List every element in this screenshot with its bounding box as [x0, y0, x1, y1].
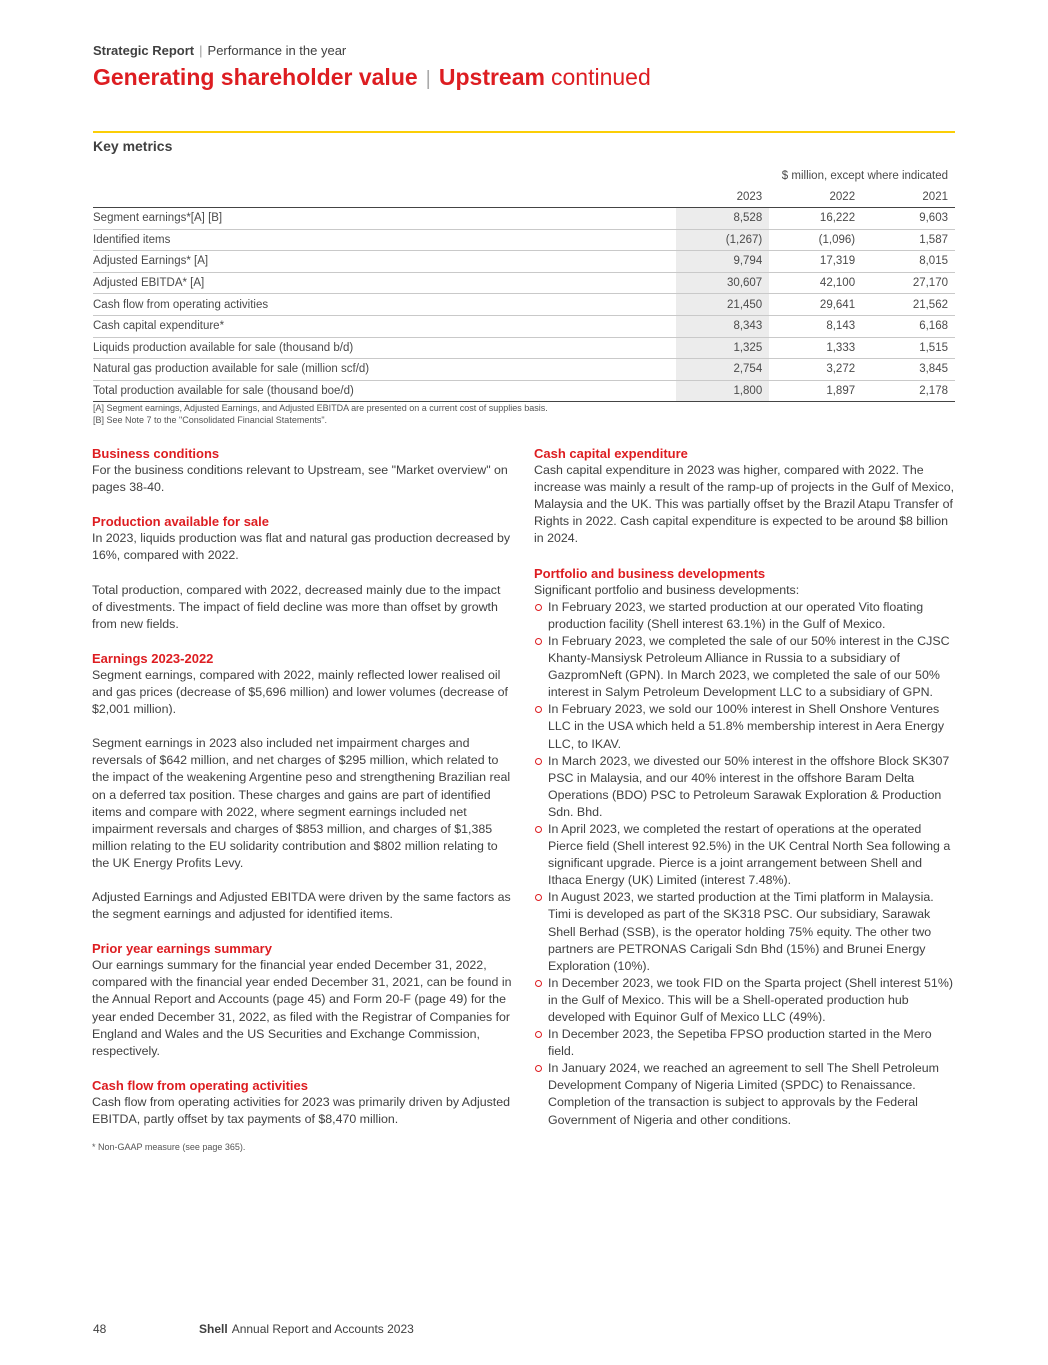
- cell-2023: 30,607: [676, 272, 769, 294]
- bullet-icon: [535, 826, 542, 833]
- right-column: [534, 445, 959, 1129]
- earnings-paragraph-2: Segment earnings in 2023 also included net impairment charges and reversals of $642 million, and net charges of $295 million, which related to the impact of the weakening Argentine peso and strengthening Brazilian real on a deferred tax position. These charges and gains are part of identified items and compare with 2022, where segment earnings included net impairment reversals and charges of $853 million, and charges of $1,385 million relating to the EU solidarity contribution and $802 million relating to the UK Energy Profits Levy.: [92, 736, 511, 870]
- cell-2021: 9,603: [862, 208, 955, 230]
- cell-2021: 3,845: [862, 359, 955, 381]
- table-note-b: [B] See Note 7 to the "Consolidated Financial Statements".: [93, 414, 328, 425]
- earnings-paragraph-1: Segment earnings, compared with 2022, mainly reflected lower realised oil and gas prices (decrease of $5,696 million) and lower volumes (decrease of $2,001 million).: [92, 667, 508, 717]
- prior-year-heading: Prior year earnings summary: [92, 941, 272, 957]
- footer-publication: [199, 1322, 414, 1336]
- page-number: 48: [93, 1322, 107, 1336]
- list-item: In February 2023, we started production at our operated Vito floating production facility (Shell interest 63.1%) in the Gulf of Mexico.: [534, 599, 959, 633]
- list-item: In April 2023, we completed the restart of operations at the operated Pierce field (Shell interest 92.5%) in the UK Central North Sea following a significant upgrade. Pierce is a joint arrangement between Shell and Ithaca Energy (UK) Limited (interest 7.48%).: [534, 821, 959, 889]
- page-title-suffix: continued: [550, 64, 651, 90]
- bullet-icon: [535, 758, 542, 765]
- cell-2023: 8,343: [676, 315, 769, 337]
- table-row: [93, 337, 955, 359]
- bullet-icon: [535, 706, 542, 713]
- table-row: [93, 294, 955, 316]
- cell-2022: 16,222: [769, 208, 862, 230]
- non-gaap-footnote: * Non-GAAP measure (see page 365).: [92, 1142, 246, 1153]
- year-header: 2023: [676, 186, 769, 208]
- cell-2023: 9,794: [676, 251, 769, 273]
- portfolio-intro: Significant portfolio and business developments:: [534, 582, 800, 597]
- list-item: In December 2023, we took FID on the Sparta project (Shell interest 51%) in the Gulf of Mexico. This will be a Shell-operated production hub developed with Equinor Gulf of Mexico LLC (49%).: [534, 975, 959, 1026]
- breadcrumb-subsection: Performance in the year: [207, 43, 347, 58]
- list-item: In January 2024, we reached an agreement to sell The Shell Petroleum Development Company of Nigeria Limited (SPDC) to Renaissance. Completion of the transaction is subject to approvals by the Federal Government of Nigeria and other conditions.: [534, 1060, 959, 1128]
- earnings-paragraph-3: Adjusted Earnings and Adjusted EBITDA were driven by the same factors as the segment earnings and adjusted for identified items.: [92, 889, 511, 922]
- portfolio-heading: Portfolio and business developments: [534, 565, 766, 581]
- row-label: Adjusted EBITDA* [A]: [93, 272, 676, 294]
- cell-2021: 2,178: [862, 380, 955, 402]
- key-metrics-table: [93, 166, 955, 402]
- cell-2021: 6,168: [862, 315, 955, 337]
- cell-2023: (1,267): [676, 229, 769, 251]
- list-item: In December 2023, the Sepetiba FPSO production started in the Mero field.: [534, 1026, 959, 1060]
- cell-2023: 2,754: [676, 359, 769, 381]
- breadcrumb-separator: |: [199, 43, 203, 58]
- business-conditions-heading: Business conditions: [92, 446, 220, 461]
- cash-flow-text: Cash flow from operating activities for 2023 was primarily driven by Adjusted EBITDA, partly offset by tax payments of $8,470 million.: [92, 1094, 511, 1126]
- cell-2022: 8,143: [769, 315, 862, 337]
- page-title-segment: Upstream: [438, 64, 545, 90]
- bullet-icon: [535, 604, 542, 611]
- year-header: 2021: [862, 186, 955, 208]
- cell-2021: 1,515: [862, 337, 955, 359]
- bullet-icon: [535, 894, 542, 901]
- row-label: Total production available for sale (thousand boe/d): [93, 380, 676, 402]
- table-row: [93, 315, 955, 337]
- breadcrumb: [93, 43, 346, 58]
- bullet-icon: [535, 638, 542, 645]
- table-row: [93, 251, 955, 273]
- brand-name: Shell: [199, 1322, 228, 1336]
- row-label: Identified items: [93, 229, 676, 251]
- cash-flow-heading: Cash flow from operating activities: [92, 1077, 308, 1093]
- cell-2022: 29,641: [769, 294, 862, 316]
- table-row: [93, 272, 955, 294]
- row-label: Cash capital expenditure*: [93, 315, 676, 337]
- row-label: Natural gas production available for sale (million scf/d): [93, 359, 676, 381]
- capex-heading: Cash capital expenditure: [534, 446, 688, 461]
- production-heading: Production available for sale: [92, 514, 269, 530]
- table-row: [93, 359, 955, 381]
- cell-2022: 17,319: [769, 251, 862, 273]
- cell-2022: 3,272: [769, 359, 862, 381]
- cell-2023: 21,450: [676, 294, 769, 316]
- table-unit-row: [93, 166, 955, 186]
- list-item: In August 2023, we started production at the Timi platform in Malaysia. Timi is developed as part of the SK318 PSC. Our subsidiary, Sarawak Shell Berhad (SSB), is the operator holding 75% equity. The other two partners are PETRONAS Carigali Sdn Bhd (15%) and Brunei Energy Exploration (10%).: [534, 889, 959, 974]
- breadcrumb-section: Strategic Report: [93, 43, 195, 58]
- left-column: [92, 445, 514, 1153]
- page-footer: [93, 1322, 414, 1336]
- key-metrics-heading: Key metrics: [93, 138, 173, 154]
- business-conditions-text: For the business conditions relevant to Upstream, see "Market overview" on pages 38-40.: [92, 463, 508, 495]
- row-label: Cash flow from operating activities: [93, 294, 676, 316]
- list-item: In February 2023, we sold our 100% interest in Shell Onshore Ventures LLC in the USA which held a 51.8% membership interest in Aera Energy LLC, to IKAV.: [534, 701, 959, 752]
- cell-2022: 1,333: [769, 337, 862, 359]
- cell-2023: 1,800: [676, 380, 769, 402]
- table-notes: [93, 403, 548, 426]
- capex-text: Cash capital expenditure in 2023 was higher, compared with 2022. The increase was mainly a result of the ramp-up of projects in the Gulf of Mexico, Malaysia and the UK. This was partially offset by the Brazil Atapu Transfer of Rights in 2022. Cash capital expenditure is expected to be around $8 billion in 2024.: [534, 463, 955, 546]
- table-note-a: [A] Segment earnings, Adjusted Earnings, and Adjusted EBITDA are presented on a current cost of supplies basis.: [93, 403, 548, 413]
- portfolio-list: [534, 599, 959, 1129]
- row-label: Liquids production available for sale (thousand b/d): [93, 337, 676, 359]
- cell-2021: 1,587: [862, 229, 955, 251]
- production-paragraph-2: Total production, compared with 2022, decreased mainly due to the impact of divestments. The impact of field decline was more than offset by growth from new fields.: [92, 582, 501, 631]
- cell-2023: 8,528: [676, 208, 769, 230]
- cell-2021: 21,562: [862, 294, 955, 316]
- cell-2022: 1,897: [769, 380, 862, 402]
- row-label: Adjusted Earnings* [A]: [93, 251, 676, 273]
- table-header-row: [93, 186, 955, 208]
- table-row: [93, 208, 955, 230]
- bullet-icon: [535, 1065, 542, 1072]
- title-separator: |: [425, 68, 431, 90]
- table-row: [93, 380, 955, 402]
- publication-title: Annual Report and Accounts 2023: [231, 1322, 414, 1336]
- prior-year-text: Our earnings summary for the financial year ended December 31, 2022, compared with the financial year ended December 31, 2021, can be found in the Annual Report and Accounts (page 45) and Form 20-F (page 49) for the year ended December 31, 2022, as filed with the Registrar of Companies for England and Wales and the US Securities and Exchange Commission, respectively.: [92, 958, 512, 1058]
- yellow-divider: [93, 131, 955, 133]
- cell-2021: 27,170: [862, 272, 955, 294]
- list-item: In February 2023, we completed the sale of our 50% interest in the CJSC Khanty-Mansiysk Petroleum Alliance in Russia to a subsidiary of GazpromNeft (GPN). In March 2023, we completed the sale of our 50% interest in Salym Petroleum Development LLC to a subsidiary of GPN.: [534, 633, 959, 701]
- bullet-icon: [535, 1031, 542, 1038]
- bullet-icon: [535, 980, 542, 987]
- year-header: 2022: [769, 186, 862, 208]
- row-label: Segment earnings*[A] [B]: [93, 208, 676, 230]
- cell-2022: 42,100: [769, 272, 862, 294]
- table-row: [93, 229, 955, 251]
- page-title-main: Generating shareholder value: [93, 64, 418, 90]
- cell-2021: 8,015: [862, 251, 955, 273]
- page-title: [93, 64, 651, 91]
- unit-note: $ million, except where indicated: [781, 170, 948, 182]
- cell-2023: 1,325: [676, 337, 769, 359]
- earnings-heading: Earnings 2023-2022: [92, 650, 214, 666]
- production-paragraph-1: In 2023, liquids production was flat and natural gas production decreased by 16%, compared with 2022.: [92, 531, 511, 563]
- list-item: In March 2023, we divested our 50% interest in the offshore Block SK307 PSC in Malaysia, and our 40% interest in the offshore Baram Delta Operations (BDO) PSC to Petroleum Sarawak Exploration & Production Sdn. Bhd.: [534, 753, 959, 821]
- cell-2022: (1,096): [769, 229, 862, 251]
